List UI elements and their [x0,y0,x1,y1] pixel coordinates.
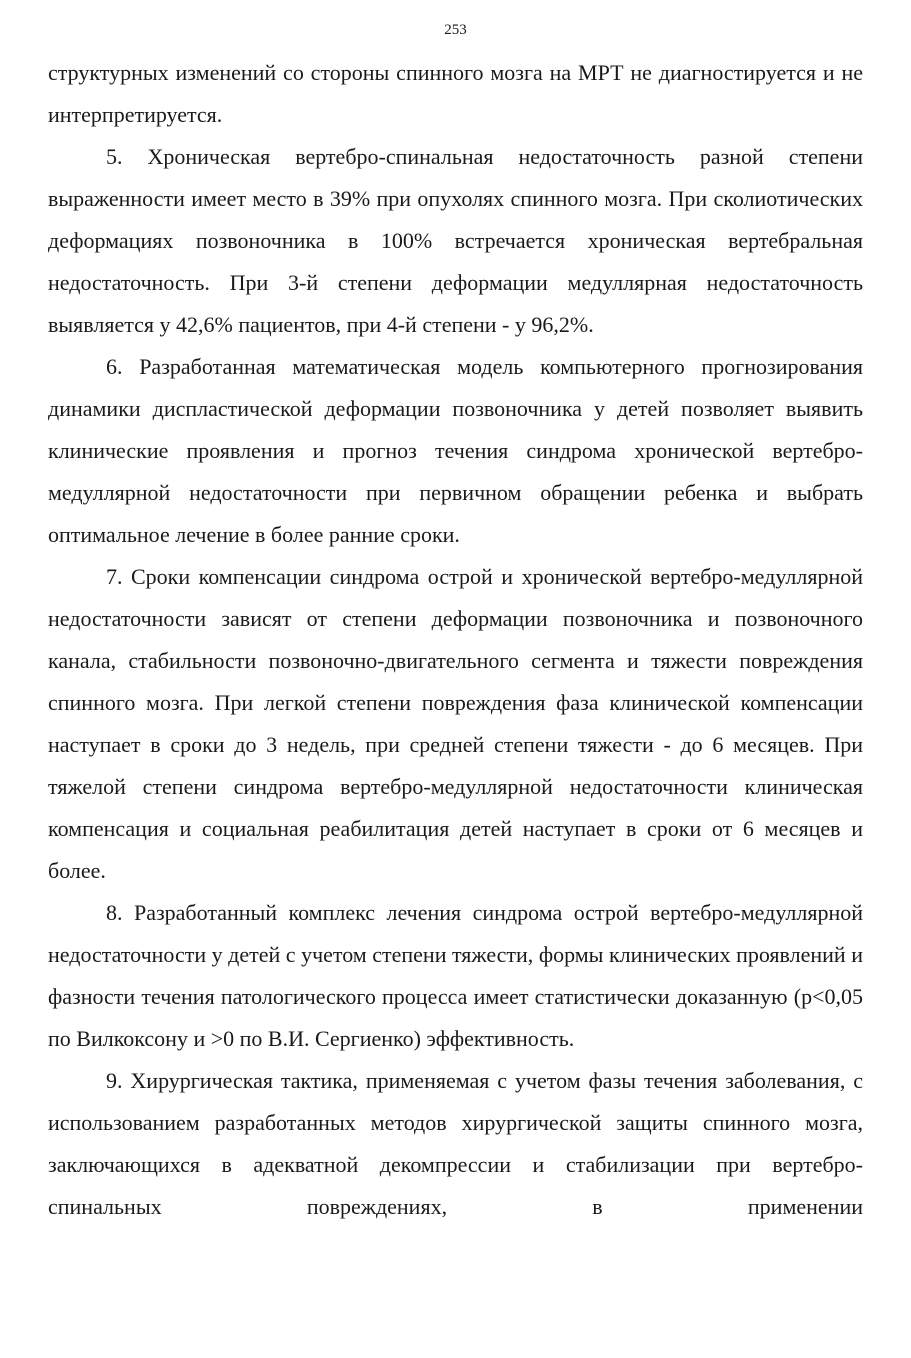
paragraph-item-6: 6. Разработанная математическая модель компьютерного прогнозирования динамики диспластической деформации позвоночника у детей позволяет выявить клинические проявления и прогноз течения синдрома хронической вертебро-медуллярной недостаточности при первичном обращении ребенка и выбрать оптимальное лечение в более ранние сроки. [48,354,863,547]
paragraph-item-5: 5. Хроническая вертебро-спинальная недостаточность разной степени выраженности имеет место в 39% при опухолях спинного мозга. При сколиотических деформациях позвоночника в 100% встречается хроническая вертебральная недостаточность. При 3-й степени деформации медуллярная недостаточность выявляется у 42,6% пациентов, при 4-й степени - у 96,2%. [48,144,863,337]
paragraph-item-9: 9. Хирургическая тактика, применяемая с учетом фазы течения заболевания, с использованием разработанных методов хирургической защиты спинного мозга, заключающихся в адекватной декомпрессии и стабилизации при вертебро-спинальных повреждениях, в применении [48,1068,863,1219]
paragraph-item-7: 7. Сроки компенсации синдрома острой и хронической вертебро-медуллярной недостаточности зависят от степени деформации позвоночника и позвоночного канала, стабильности позвоночно-двигательного сегмента и тяжести повреждения спинного мозга. При легкой степени повреждения фаза клинической компенсации наступает в сроки до 3 недель, при средней степени тяжести - до 6 месяцев. При тяжелой степени синдрома вертебро-медуллярной недостаточности клиническая компенсация и социальная реабилитация детей наступает в сроки от 6 месяцев и более. [48,564,863,883]
paragraph-continuation: структурных изменений со стороны спинного мозга на МРТ не диагностируется и не интерпретируется. [48,60,863,127]
page-number: 253 [444,22,467,38]
paragraph-item-8: 8. Разработанный комплекс лечения синдрома острой вертебро-медуллярной недостаточности у детей с учетом степени тяжести, формы клинических проявлений и фазности течения патологического процесса имеет статистически доказанную (р<0,05 по Вилкоксону и >0 по В.И. Сергиенко) эффективность. [48,900,863,1051]
document-body [48,52,863,1228]
